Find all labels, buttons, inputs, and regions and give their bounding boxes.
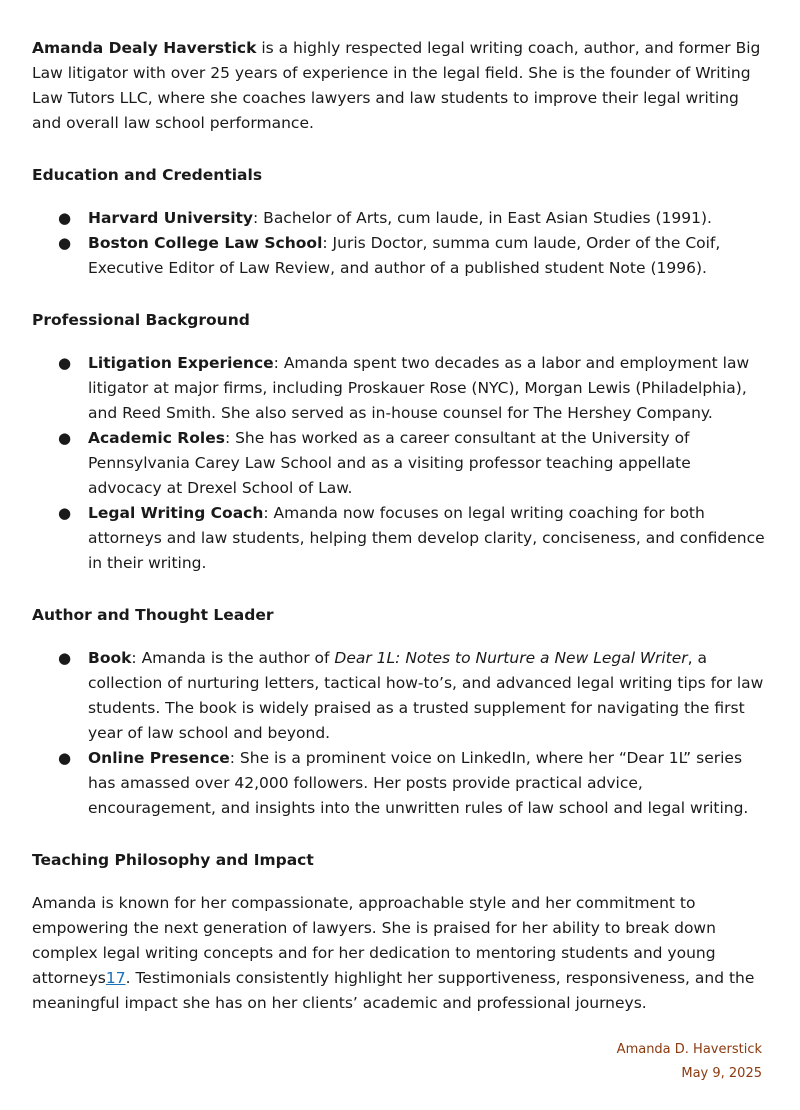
item-text: : Bachelor of Arts, cum laude, in East Asian Studies (1991). xyxy=(253,209,712,227)
bullet-icon: ● xyxy=(58,209,72,227)
list-item xyxy=(32,231,768,281)
item-text: : She has worked as a career consultant at the University of Pennsylvania Carey Law School and as a visiting professor teaching appellate advocacy at Drexel School of Law. xyxy=(88,429,691,497)
author-heading: Author and Thought Leader xyxy=(32,606,274,624)
item-text: : She is a prominent voice on LinkedIn, where her “Dear 1L” series has amassed over 42,000 followers. Her posts provide practical advice, encouragement, and insights into the unwritten rules of law school and legal writing. xyxy=(88,749,749,817)
bullet-icon: ● xyxy=(58,504,72,522)
list-item xyxy=(32,646,768,746)
teaching-section xyxy=(32,848,768,1016)
author-section xyxy=(32,603,768,821)
signature-date: May 9, 2025 xyxy=(681,1066,762,1081)
item-label: Harvard University xyxy=(88,209,254,227)
list-item xyxy=(32,351,768,426)
item-label: Book xyxy=(88,649,132,667)
education-heading: Education and Credentials xyxy=(32,166,263,184)
item-label: Legal Writing Coach xyxy=(88,504,264,522)
teaching-text: Amanda is known for her compassionate, approachable style and her commitment to empowering the next generation of lawyers. She is praised for her ability to break down complex legal writing concepts and for her dedication to mentoring students and young attorneys xyxy=(32,894,716,987)
list-item xyxy=(32,206,768,231)
signature-name: Amanda D. Haverstick xyxy=(616,1042,762,1057)
bullet-icon: ● xyxy=(58,649,72,667)
education-section xyxy=(32,163,768,281)
bullet-icon: ● xyxy=(58,429,72,447)
teaching-heading: Teaching Philosophy and Impact xyxy=(32,851,314,869)
document-body xyxy=(32,36,768,1043)
book-title: Dear 1L: Notes to Nurture a New Legal Writer xyxy=(334,649,688,667)
bullet-icon: ● xyxy=(58,354,72,372)
item-text: : Juris Doctor, summa cum laude, Order of the Coif, Executive Editor of Law Review, and author of a published student Note (1996). xyxy=(88,234,721,277)
item-text: : Amanda is the author of xyxy=(131,649,335,667)
background-section xyxy=(32,308,768,576)
item-text: , a collection of nurturing letters, tactical how-to’s, and advanced legal writing tips for law students. The book is widely praised as a trusted supplement for navigating the first year of law school and beyond. xyxy=(88,649,764,742)
signature-block xyxy=(617,1038,762,1086)
author-name: Amanda Dealy Haverstick xyxy=(32,39,257,57)
item-text: : Amanda now focuses on legal writing coaching for both attorneys and law students, helping them develop clarity, conciseness, and confidence in their writing. xyxy=(88,504,765,572)
background-list xyxy=(32,351,768,576)
teaching-text: . Testimonials consistently highlight her supportiveness, responsiveness, and the meaningful impact she has on her clients’ academic and professional journeys. xyxy=(32,969,755,1012)
bullet-icon: ● xyxy=(58,234,72,252)
item-label: Online Presence xyxy=(88,749,230,767)
footnote-link[interactable]: 17 xyxy=(105,969,126,987)
list-item xyxy=(32,501,768,576)
item-label: Academic Roles xyxy=(88,429,225,447)
list-item xyxy=(32,746,768,821)
background-heading: Professional Background xyxy=(32,311,250,329)
teaching-paragraph xyxy=(32,891,768,1016)
intro-text: is a highly respected legal writing coach, author, and former Big Law litigator with over 25 years of experience in the legal field. She is the founder of Writing Law Tutors LLC, where she coaches lawyers and law students to improve their legal writing and overall law school performance. xyxy=(32,39,761,132)
bullet-icon: ● xyxy=(58,749,72,767)
item-text: : Amanda spent two decades as a labor and employment law litigator at major firms, including Proskauer Rose (NYC), Morgan Lewis (Philadelphia), and Reed Smith. She also served as in-house counsel for The Hershey Company. xyxy=(88,354,750,422)
item-label: Litigation Experience xyxy=(88,354,274,372)
education-list xyxy=(32,206,768,281)
item-label: Boston College Law School xyxy=(88,234,323,252)
author-list xyxy=(32,646,768,821)
list-item xyxy=(32,426,768,501)
intro-paragraph xyxy=(32,36,768,136)
